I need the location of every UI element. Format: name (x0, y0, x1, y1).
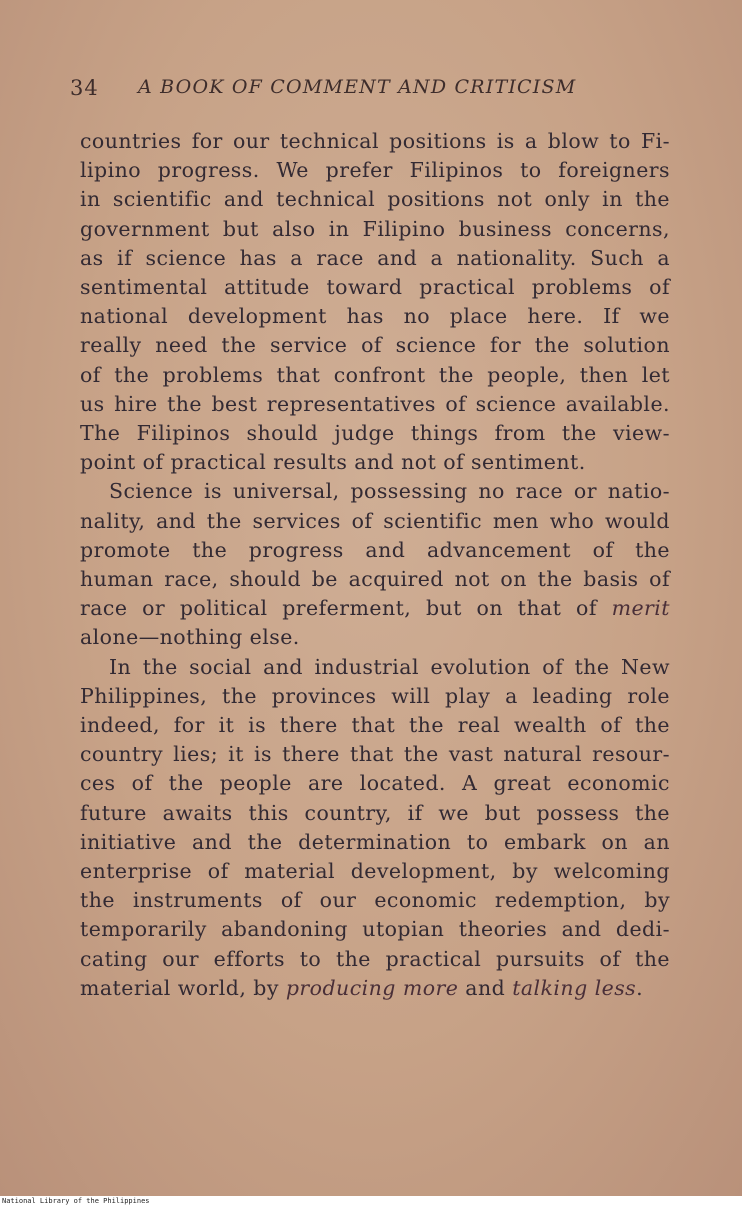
paragraph-1 (80, 127, 670, 477)
emphasis-producing-more: producing more (285, 975, 459, 1000)
text-run: race or political preferment, but on that of (80, 596, 612, 621)
text-line: Science is universal, possessing no race or natio- (109, 479, 670, 504)
footer-bar (0, 1196, 742, 1208)
text-line: of the problems that confront the people, then let (80, 362, 670, 387)
text-line (80, 594, 670, 623)
text-run: . (636, 975, 644, 1000)
library-credit: National Library of the Philippines (2, 1197, 150, 1205)
text-run: material world, by (80, 975, 286, 1000)
text-line: sentimental attitude toward practical problems of (80, 275, 670, 300)
text-line: temporarily abandoning utopian theories and dedi- (80, 917, 670, 942)
text-line: us hire the best representatives of science available. (80, 391, 670, 416)
text-line: cating our efforts to the practical pursuits of the (80, 946, 670, 971)
emphasis-talking-less: talking less (512, 975, 637, 1000)
text-line: as if science has a race and a nationality. Such a (80, 245, 670, 270)
running-head: A BOOK OF COMMENT AND CRITICISM (138, 76, 577, 98)
text-line: In the social and industrial evolution of the New (109, 654, 670, 679)
text-run: and (458, 975, 513, 1000)
text-line: national development has no place here. If we (80, 304, 670, 329)
page-number: 34 (70, 76, 99, 100)
text-line: initiative and the determination to embark on an (80, 829, 670, 854)
text-line: enterprise of material development, by welcoming (80, 859, 670, 884)
text-line: nality, and the services of scientific men who would (80, 508, 670, 533)
text-line: promote the progress and advancement of the (80, 537, 670, 562)
text-line: country lies; it is there that the vast natural resour- (80, 742, 670, 767)
paragraph-2 (80, 477, 670, 652)
emphasis-merit: merit (611, 596, 670, 621)
text-line: The Filipinos should judge things from the view- (80, 421, 670, 446)
text-line: human race, should be acquired not on the basis of (80, 567, 670, 592)
text-line: future awaits this country, if we but possess the (80, 800, 670, 825)
text-line: countries for our technical positions is a blow to Fi- (80, 129, 670, 153)
text-line: the instruments of our economic redemption, by (80, 888, 670, 913)
page-header (70, 76, 710, 106)
text-line: government but also in Filipino business concerns, (80, 216, 670, 241)
text-line: lipino progress. We prefer Filipinos to foreigners (80, 158, 670, 183)
text-line: Philippines, the provinces will play a leading role (80, 683, 670, 708)
text-line: indeed, for it is there that the real wealth of the (80, 713, 670, 738)
paragraph-3 (80, 653, 670, 1003)
text-line: in scientific and technical positions not only in the (80, 187, 670, 212)
text-line: alone—nothing else. (80, 625, 300, 650)
text-line: really need the service of science for the solution (80, 333, 670, 358)
text-line (80, 974, 670, 1003)
text-line: point of practical results and not of sentiment. (80, 450, 586, 475)
body-text (80, 127, 670, 1003)
text-line: ces of the people are located. A great economic (80, 771, 670, 796)
